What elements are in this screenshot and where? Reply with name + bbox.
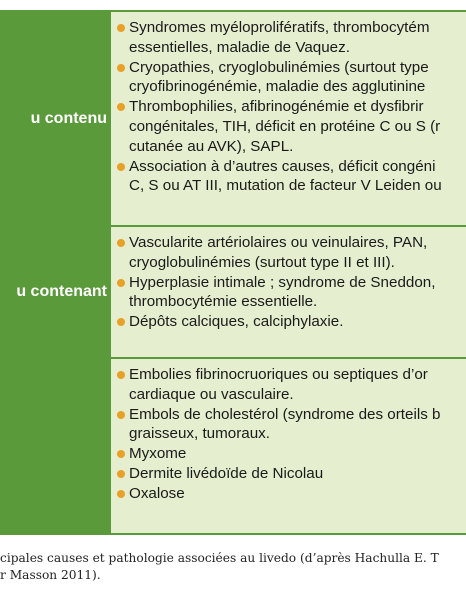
list-item: Oxalose xyxy=(117,484,466,504)
list-item: Myxome xyxy=(117,444,466,464)
list-item: Dépôts calciques, calciphylaxie. xyxy=(117,312,466,332)
bullet-icon xyxy=(117,318,125,326)
bullet-icon xyxy=(117,411,125,419)
row-content-contenu xyxy=(111,12,466,225)
table-row-contenu xyxy=(0,12,466,227)
bullet-icon xyxy=(117,450,125,458)
caption-line-2: r Masson 2011). xyxy=(0,568,101,582)
table-row-emboles xyxy=(0,359,466,533)
bullet-icon xyxy=(117,24,125,32)
bullet-icon xyxy=(117,103,125,111)
causes-table xyxy=(0,10,466,535)
row-content-contenant xyxy=(111,227,466,357)
list-item: Dermite livédoïde de Nicolau xyxy=(117,464,466,484)
bullet-icon xyxy=(117,470,125,478)
bullet-icon xyxy=(117,371,125,379)
bullet-icon xyxy=(117,163,125,171)
bullet-icon xyxy=(117,64,125,72)
row-label-contenu: u contenu xyxy=(0,12,111,225)
list-item: Cryopathies, cryoglobulinémies (surtout type cryofibrinogénémie, maladie des agglutinine xyxy=(117,58,466,98)
bullet-icon xyxy=(117,490,125,498)
row-content-emboles xyxy=(111,359,466,533)
list-item: Embolies fibrinocruoriques ou septiques d’or cardiaque ou vasculaire. xyxy=(117,365,466,405)
table-row-contenant xyxy=(0,227,466,359)
row-label-contenant: u contenant xyxy=(0,227,111,357)
list-item: Association à d’autres causes, déficit congéni C, S ou AT III, mutation de facteur V Leiden ou xyxy=(117,157,466,197)
row-label-emboles xyxy=(0,359,111,533)
list-item: Syndromes myéloprolifératifs, thrombocytém essentielles, maladie de Vaquez. xyxy=(117,18,466,58)
bullet-icon xyxy=(117,279,125,287)
list-item: Vascularite artériolaires ou veinulaires, PAN, cryoglobulinémies (surtout type II et III). xyxy=(117,233,466,273)
list-item: Embols de cholestérol (syndrome des orteils b graisseux, tumoraux. xyxy=(117,405,466,445)
caption-line-1: cipales causes et pathologie associées au livedo (d’après Hachulla E. T xyxy=(0,551,439,565)
list-item: Thrombophilies, afibrinogénémie et dysfibrir congénitales, TIH, déficit en protéine C ou S (r cutanée au AVK), SAPL. xyxy=(117,97,466,156)
list-item: Hyperplasie intimale ; syndrome de Sneddon, thrombocytémie essentielle. xyxy=(117,273,466,313)
bullet-icon xyxy=(117,239,125,247)
table-caption xyxy=(0,550,439,584)
